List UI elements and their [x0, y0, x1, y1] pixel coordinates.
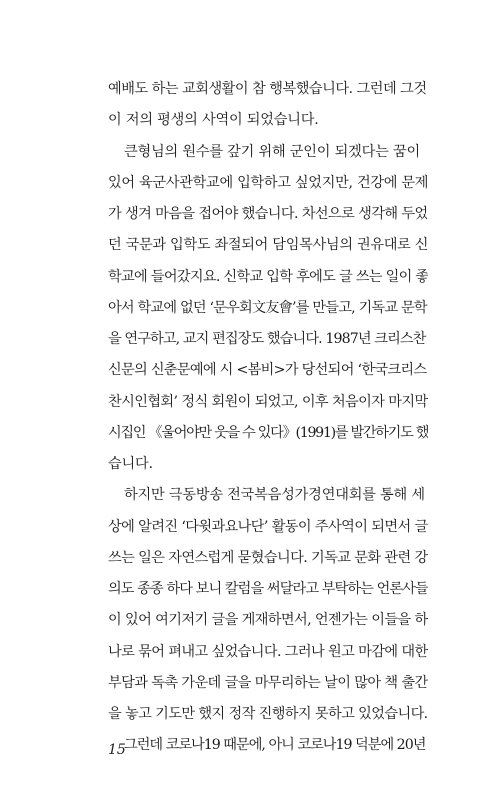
- body-text: [108, 74, 428, 762]
- text-line: 쓰는 일은 자연스럽게 묻혔습니다. 기독교 문화 관련 강: [108, 549, 428, 566]
- text-line: 하지만 극동방송 전국복음성가경연대회를 통해 세: [124, 487, 425, 504]
- text-line: 을 놓고 기도만 했지 정작 진행하지 못하고 있었습니다.: [108, 706, 428, 722]
- text-line: 의도 종종 하다 보니 칼럼을 써달라고 부탁하는 언론사들: [108, 581, 428, 597]
- page-number: 15: [108, 742, 126, 758]
- text-line: 던 국문과 입학도 좌절되어 담임목사님의 권유대로 신: [108, 237, 428, 254]
- text-line: 찬시인협회’ 정식 회원이 되었고, 이후 처음이자 마지막: [108, 393, 428, 410]
- text-line: 이 있어 여기저기 글을 게재하면서, 언젠가는 이들을 하: [108, 612, 428, 629]
- text-line: 습니다.: [108, 456, 153, 472]
- text-line: 시집인 《울어야만 웃을 수 있다》(1991)를 발간하기도 했: [108, 424, 428, 441]
- text-line: 가 생겨 마음을 접어야 했습니다. 차선으로 생각해 두었: [108, 206, 428, 222]
- text-line: 부담과 독촉 가운데 글을 마무리하는 날이 많아 책 출간: [108, 674, 428, 691]
- text-line: 예배도 하는 교회생활이 참 행복했습니다. 그런데 그것: [108, 81, 427, 97]
- text-line: 아서 학교에 없던 ‘문우회文友會’를 만들고, 기독교 문학: [108, 299, 427, 316]
- text-line: 학교에 들어갔지요. 신학교 입학 후에도 글 쓰는 일이 좋: [108, 268, 428, 285]
- text-line: 나로 묶어 펴내고 싶었습니다. 그러나 원고 마감에 대한: [108, 643, 428, 660]
- text-line: 큰형님의 원수를 갚기 위해 군인이 되겠다는 꿈이: [124, 143, 420, 160]
- text-line: 있어 육군사관학교에 입학하고 싶었지만, 건강에 문제: [108, 174, 428, 191]
- text-line: 상에 알려진 ‘다윗과요나단’ 활동이 주사역이 되면서 글: [108, 518, 428, 535]
- text-line: 이 저의 평생의 사역이 되었습니다.: [108, 112, 319, 129]
- text-line: 그런데 코로나19 때문에, 아니 코로나19 덕분에 20년: [124, 737, 426, 754]
- text-line: 을 연구하고, 교지 편집장도 했습니다. 1987년 크리스찬: [108, 331, 426, 347]
- text-line: 신문의 신춘문예에 시 <봄비>가 당선되어 ‘한국크리스: [108, 362, 427, 379]
